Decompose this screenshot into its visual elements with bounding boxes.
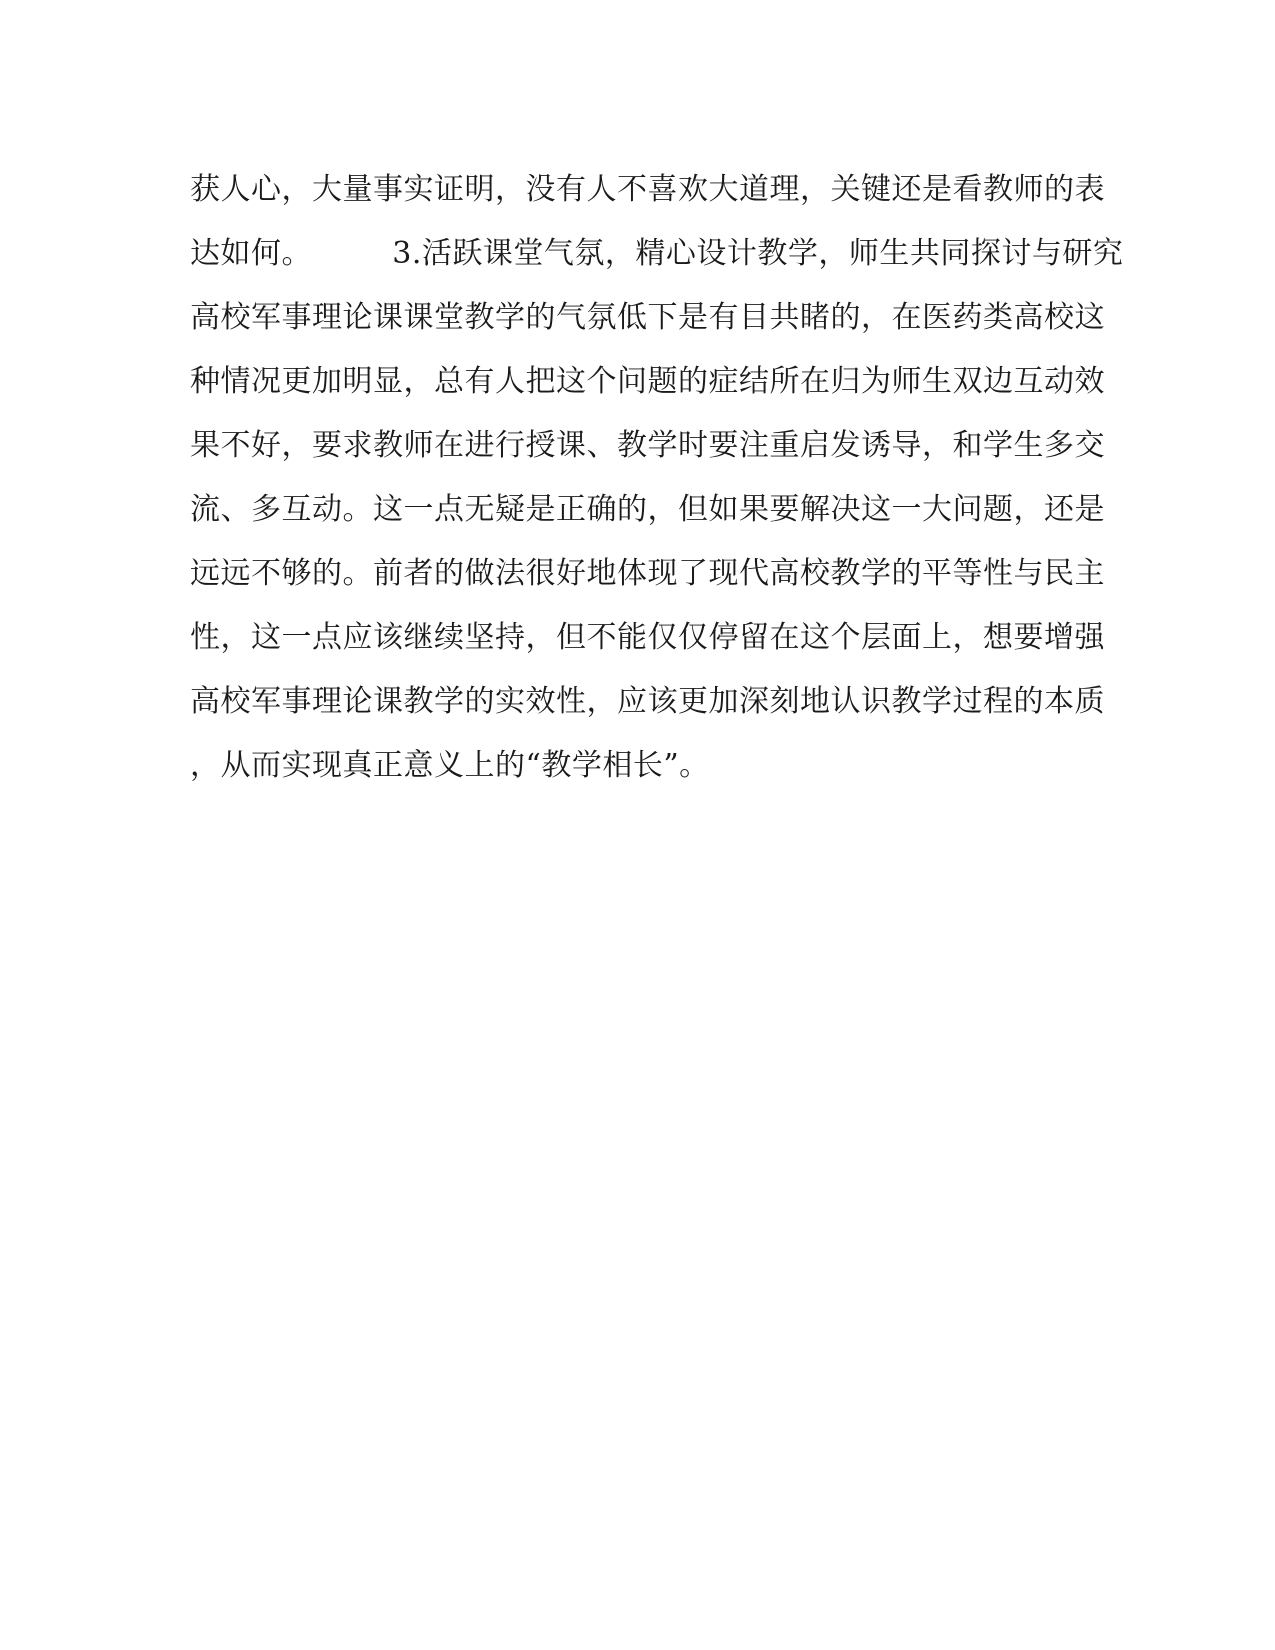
text-line: ，从而实现真正意义上的“教学相长”。 [190, 748, 710, 783]
body-paragraph [190, 158, 1124, 798]
text-line: 达如何。 3.活跃课堂气氛，精心设计教学，师生共同探讨与研究 [190, 236, 1124, 271]
text-line: 种情况更加明显，总有人把这个问题的症结所在归为师生双边互动效 [190, 364, 1105, 399]
text-line: 高校军事理论课课堂教学的气氛低下是有目共睹的，在医药类高校这 [190, 300, 1105, 335]
text-line: 获人心，大量事实证明，没有人不喜欢大道理，关键还是看教师的表 [190, 172, 1105, 207]
text-line: 果不好，要求教师在进行授课、教学时要注重启发诱导，和学生多交 [190, 428, 1105, 463]
text-line: 性，这一点应该继续坚持，但不能仅仅停留在这个层面上，想要增强 [190, 620, 1105, 655]
text-line: 高校军事理论课教学的实效性，应该更加深刻地认识教学过程的本质 [190, 684, 1105, 719]
text-line: 远远不够的。前者的做法很好地体现了现代高校教学的平等性与民主 [190, 556, 1105, 591]
text-line: 流、多互动。这一点无疑是正确的，但如果要解决这一大问题，还是 [190, 492, 1105, 527]
